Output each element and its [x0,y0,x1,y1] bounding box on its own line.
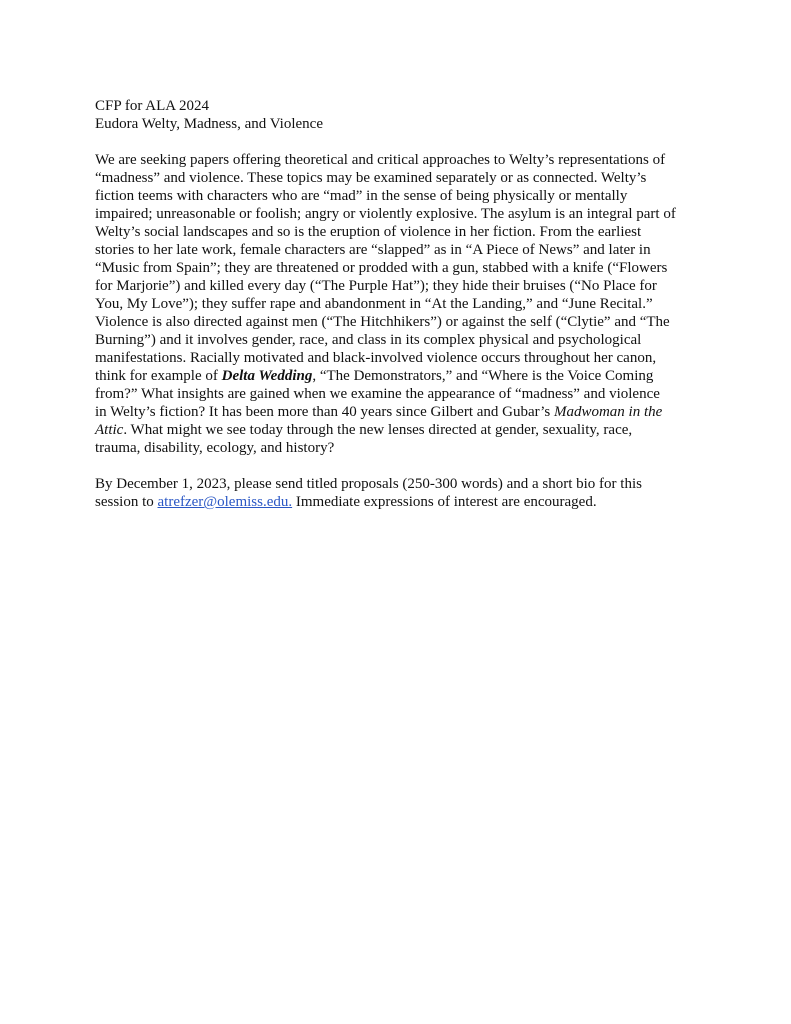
body-line: Burning”) and it involves gender, race, and class in its complex physical and psychological [95,332,642,348]
body-line: from?” What insights are gained when we examine the appearance of “madness” and violence [95,386,660,402]
body-text: , “The Demonstrators,” and “Where is the Voice Coming [312,368,654,384]
body-line [95,421,715,439]
body-paragraph [95,151,715,457]
cfp-title: CFP for ALA 2024 [95,98,210,114]
body-line: “madness” and violence. These topics may be examined separately or as connected. Welty’s [95,170,647,186]
title-madwoman: Madwoman in the [553,404,663,420]
body-text: in Welty’s fiction? It has been more than 40 years since Gilbert and Gubar’s [95,404,554,420]
body-line: stories to her late work, female characters are “slapped” as in “A Piece of News” and later in [95,242,651,258]
cfp-subtitle: Eudora Welty, Madness, and Violence [95,116,323,132]
body-text: . What might we see today through the new lenses directed at gender, sexuality, race, [123,422,633,438]
body-line: trauma, disability, ecology, and history? [95,440,335,456]
closing-line: By December 1, 2023, please send titled proposals (250-300 words) and a short bio for this [95,476,642,492]
body-text: think for example of [95,368,222,384]
body-line: for Marjorie”) and killed every day (“The Purple Hat”); they hide their bruises (“No Place for [95,278,657,294]
closing-paragraph [95,475,715,511]
document-content [95,97,715,511]
closing-text: session to [95,494,158,510]
closing-text: Immediate expressions of interest are encouraged. [292,494,597,510]
title-attic: Attic [95,422,124,438]
closing-line [95,493,715,511]
body-line [95,403,715,421]
body-line: manifestations. Racially motivated and black-involved violence occurs throughout her canon, [95,350,657,366]
email-link[interactable]: atrefzer@olemiss.edu. [157,494,293,510]
body-line: Welty’s social landscapes and so is the eruption of violence in her fiction. From the earliest [95,224,642,240]
title-delta-wedding: Delta Wedding [221,368,313,384]
body-line: Violence is also directed against men (“The Hitchhikers”) or against the self (“Clytie” and “The [95,314,670,330]
body-line [95,367,715,385]
body-line: You, My Love”); they suffer rape and abandonment in “At the Landing,” and “June Recital.” [95,296,653,312]
body-line: impaired; unreasonable or foolish; angry or violently explosive. The asylum is an integral part of [95,206,676,222]
body-line: fiction teems with characters who are “mad” in the sense of being physically or mentally [95,188,628,204]
body-line: We are seeking papers offering theoretical and critical approaches to Welty’s representations of [95,152,666,168]
body-line: “Music from Spain”; they are threatened or prodded with a gun, stabbed with a knife (“Flowers [95,260,668,276]
